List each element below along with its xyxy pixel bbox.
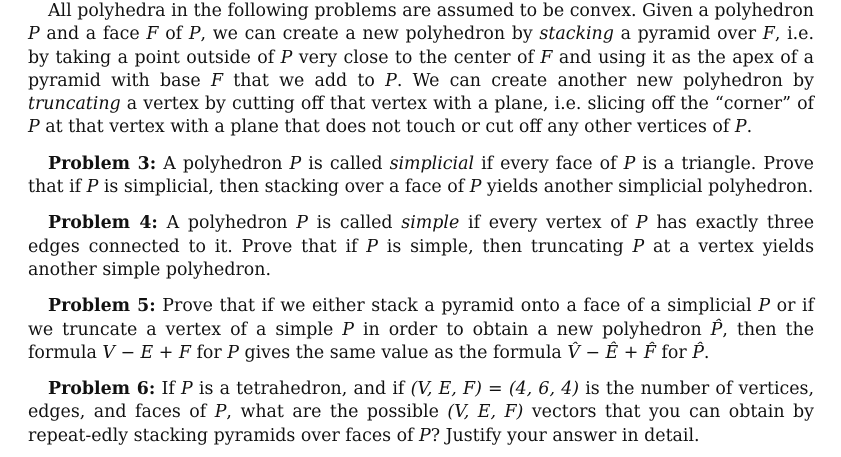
text-run: is the number of vertices, edges, and faces of [28, 379, 814, 423]
math-var: P [385, 70, 397, 91]
intro-paragraph [28, 0, 814, 140]
text-run: of [158, 24, 189, 45]
text-run: . We can create another new polyhedron by [396, 70, 814, 91]
text-run: and using it as the apex of a pyramid with base [28, 47, 814, 91]
problem-4 [28, 212, 814, 282]
document-body [28, 0, 814, 448]
term-truncating: truncating [28, 94, 121, 115]
text-run: is a triangle. Prove that if [28, 153, 814, 198]
math-var: P [289, 153, 302, 174]
text-run: for [190, 342, 228, 363]
text-run: If [155, 379, 182, 400]
math-var: P [632, 236, 645, 257]
text-run: in order to obtain a new polyhedron [353, 319, 711, 340]
text-run: is called [307, 213, 402, 234]
term-simple: simple [401, 213, 460, 234]
math-var: P [280, 47, 293, 68]
text-run: . [746, 117, 753, 138]
math-var-hat: P̂ [710, 319, 723, 340]
problem-3 [28, 153, 814, 200]
math-var-hat: P̂ [692, 342, 704, 363]
math-var: P [419, 425, 431, 446]
text-run: , we can create a new polyhedron by [200, 24, 540, 45]
text-run: if every face of [474, 153, 624, 174]
problem-label: Problem 3: [48, 153, 157, 174]
text-run: yields another simplicial polyhedron. [481, 177, 814, 198]
math-formula: (V, E, F) [447, 402, 524, 423]
text-run: very close to the center of [292, 47, 541, 68]
text-run: has exactly three edges connected to it. Prove that if [28, 213, 814, 257]
text-run: . [703, 342, 710, 363]
math-var: P [342, 319, 354, 340]
math-var: P [469, 177, 482, 198]
math-var: F [146, 24, 159, 45]
text-run: , i.e. by taking a point outside of [28, 24, 814, 68]
math-var: F [762, 24, 775, 45]
text-run: that we add to [223, 70, 386, 91]
text-run: a pyramid over [613, 24, 763, 45]
text-run: at a vertex yields another simple polyhedron. [28, 236, 814, 280]
term-simplicial: simplicial [389, 153, 475, 174]
term-stacking: stacking [539, 24, 614, 45]
math-var: P [28, 117, 40, 138]
math-var: P [86, 177, 99, 198]
text-run: , what are the possible [226, 402, 448, 423]
math-var: P [181, 379, 193, 400]
text-run: or if we truncate a vertex of a simple [28, 296, 815, 340]
math-var: P [28, 24, 40, 45]
text-run: is a tetrahedron, and if [192, 379, 411, 400]
problem-6 [28, 378, 814, 448]
math-var: P [366, 236, 378, 257]
math-formula: V − E + F [102, 342, 191, 363]
text-run: if every vertex of [459, 213, 636, 234]
problem-5 [28, 295, 814, 365]
text-run: All polyhedra in the following problems are assumed to be convex. Given a polyhedron [48, 1, 814, 21]
text-run: Prove that if we either stack a pyramid onto a face of a simplicial [155, 296, 759, 317]
text-run: is called [301, 153, 390, 174]
text-run: A polyhedron [157, 213, 297, 234]
problem-label: Problem 6: [48, 379, 156, 400]
math-var: P [296, 213, 308, 234]
math-var: P [635, 213, 648, 234]
text-run: ? Justify your answer in detail. [430, 425, 700, 446]
text-run: gives the same value as the formula [238, 342, 568, 363]
math-var: F [540, 47, 553, 68]
text-run: , then the formula [28, 319, 815, 363]
text-run: vectors that you can obtain by repeat-edly stacking pyramids over faces of [28, 402, 814, 446]
text-run: is simple, then truncating [377, 236, 633, 257]
math-var: P [734, 117, 747, 138]
text-run: and a face [39, 24, 147, 45]
problem-label: Problem 4: [48, 213, 158, 234]
text-run: A polyhedron [156, 153, 290, 174]
text-run: at that vertex with a plane that does not touch or cut off any other vertices of [39, 117, 735, 138]
text-run: is simplicial, then stacking over a face of [98, 177, 470, 198]
math-var: P [758, 296, 771, 317]
math-var: P [227, 342, 239, 363]
text-run: for [655, 342, 693, 363]
math-var: P [214, 402, 227, 423]
problem-label: Problem 5: [48, 296, 156, 317]
math-formula-hat: V̂ − Ê + F̂ [567, 342, 656, 363]
math-var: F [210, 70, 224, 91]
math-var: P [623, 153, 636, 174]
math-var: P [188, 24, 201, 45]
math-formula: (V, E, F) = (4, 6, 4) [410, 379, 580, 400]
text-run: a vertex by cutting off that vertex with a plane, i.e. slicing off the “corner” of [120, 94, 814, 115]
